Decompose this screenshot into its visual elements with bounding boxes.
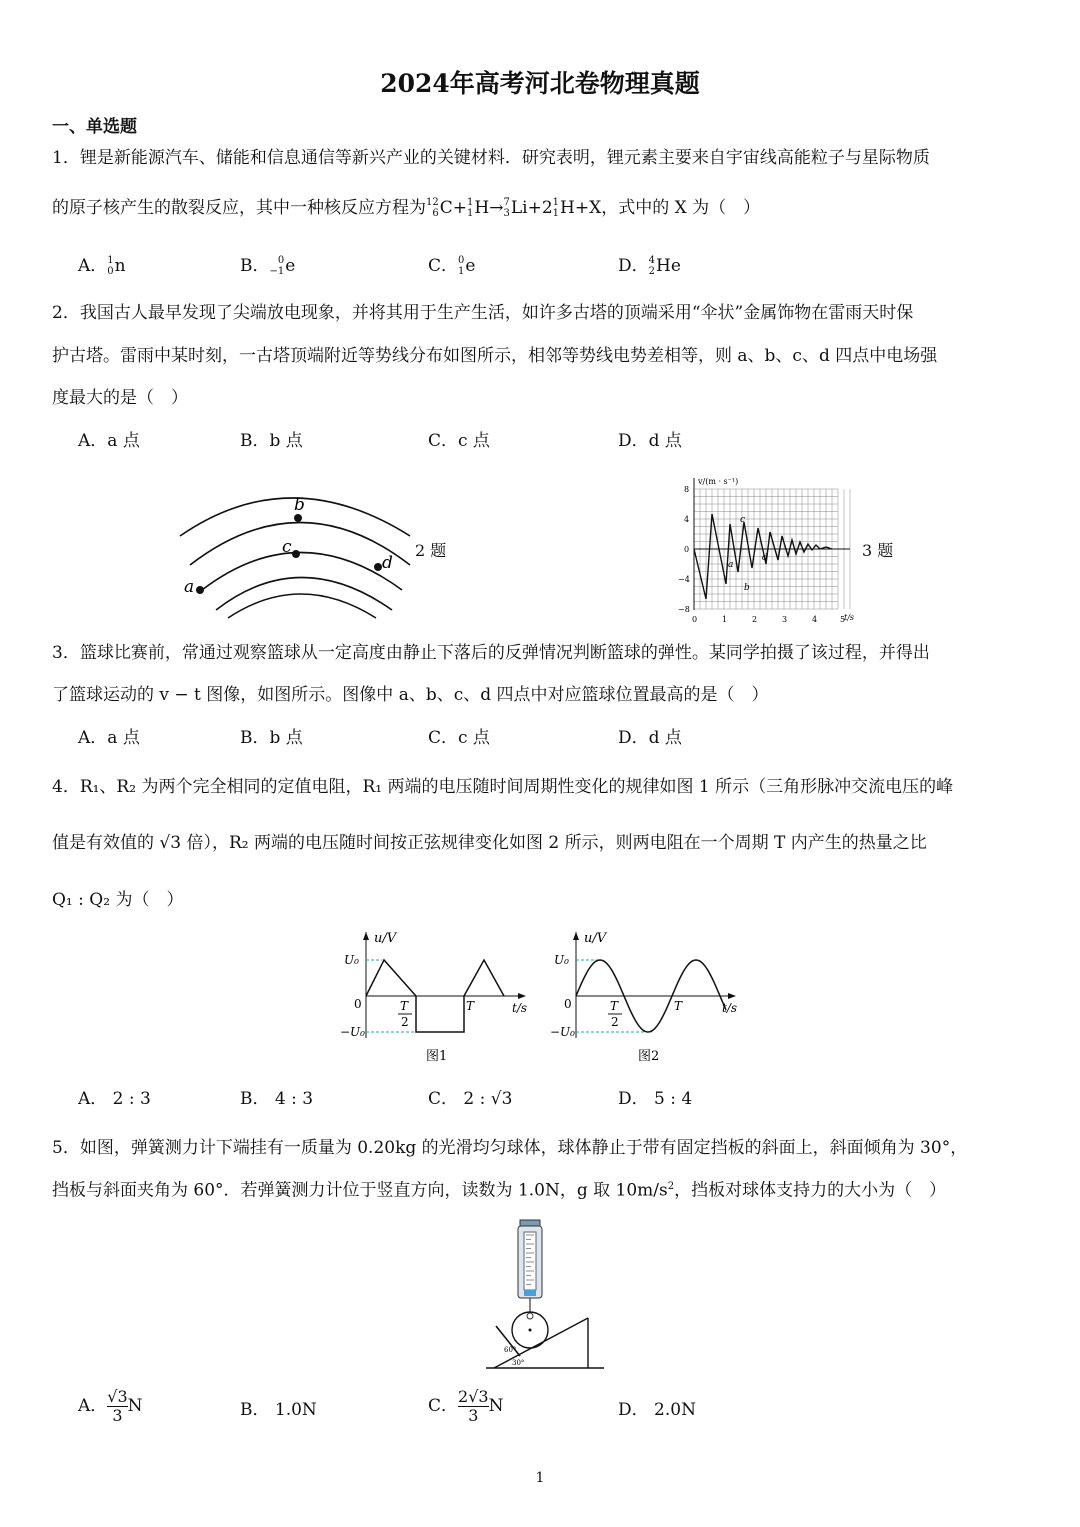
q5-line1: 5．如图，弹簧测力计下端挂有一质量为 0.20kg 的光滑均匀球体，球体静止于带有固定挡板的斜面上，斜面倾角为 30°，	[52, 1138, 968, 1158]
q5-option-d: D． 2.0N	[618, 1400, 696, 1420]
q3-line1: 3．篮球比赛前，常通过观察篮球从一定高度由静止下落后的反弹情况判断篮球的弹性。某同学拍摄了该过程，并得出	[52, 643, 930, 663]
q1-line1: 1．锂是新能源汽车、储能和信息通信等新兴产业的关键材料．研究表明，锂元素主要来自宇宙线高能粒子与星际物质	[52, 148, 930, 168]
q4-line2: 值是有效值的 √3 倍），R₂ 两端的电压随时间按正弦规律变化如图 2 所示，则两电阻在一个周期 T 内产生的热量之比	[52, 833, 927, 853]
q1-line2	[52, 198, 760, 219]
label-b: b	[294, 495, 305, 515]
q4-option-d: D． 5 : 4	[618, 1089, 693, 1109]
vt-graph	[672, 472, 862, 624]
q1-option-a: A． 1 0 n	[78, 255, 126, 277]
hook-ring	[527, 1313, 533, 1319]
fig1-neg-u0: −U₀	[340, 1025, 365, 1039]
label-a: a	[184, 577, 195, 597]
fig1-xlabel: t/s	[512, 1001, 528, 1015]
scale-window	[524, 1232, 536, 1290]
equipotential-line	[202, 553, 402, 591]
vt-ytick: −8	[678, 605, 690, 614]
label-d: d	[382, 553, 393, 573]
vt-xtick: 2	[752, 615, 758, 624]
fig1-t: T	[466, 999, 475, 1013]
section-heading: 一、单选题	[52, 117, 137, 137]
point-c	[292, 550, 300, 558]
fig2-half-t: T	[610, 999, 619, 1013]
scale-indicator	[524, 1290, 536, 1296]
arrow-icon	[518, 993, 526, 999]
label-c: c	[282, 537, 292, 557]
fig1-caption: 图1	[426, 1049, 448, 1064]
fig3-label: 3 题	[862, 541, 894, 560]
page-number: 1	[535, 1470, 545, 1486]
angle-60: 60°	[504, 1346, 517, 1354]
q3-option-b: B．b 点	[240, 728, 303, 748]
q1-line2-post: ，式中的 X 为（ ）	[601, 198, 761, 218]
q5-option-b: B． 1.0N	[240, 1400, 317, 1420]
fig2-label: 2 题	[415, 541, 447, 560]
vt-point-d: d	[762, 553, 768, 563]
vt-xtick: 3	[782, 615, 788, 624]
q5-option-a: A． $\frac{√3}{3}$ N	[78, 1387, 143, 1425]
q2-line2: 护古塔。雷雨中某时刻，一古塔顶端附近等势线分布如图所示，相邻等势线电势差相等，则 a、b、c、d 四点中电场强	[52, 346, 938, 366]
q4-option-a: A． 2 : 3	[78, 1089, 151, 1109]
fig2-neg-u0: −U₀	[550, 1025, 575, 1039]
spring-scale-figure	[476, 1218, 606, 1376]
sphere-center	[529, 1329, 532, 1332]
arrow-icon	[728, 993, 736, 999]
q1-option-d: D． 4 2 He	[618, 255, 681, 277]
fig2-u0: U₀	[554, 953, 569, 967]
q3-option-a: A．a 点	[78, 728, 140, 748]
point-d	[374, 563, 382, 571]
fig2-t: T	[674, 999, 683, 1013]
q4-option-b: B． 4 : 3	[240, 1089, 314, 1109]
fig1-two: 2	[401, 1015, 409, 1029]
voltage-fig2	[546, 928, 746, 1068]
q2-option-b: B．b 点	[240, 431, 303, 451]
fig1-half-t: T	[400, 999, 409, 1013]
q4-option-c: C． 2 : √3	[428, 1089, 513, 1109]
vt-xtick: 0	[692, 615, 698, 624]
q1-option-b: B． 0 −1 e	[240, 255, 296, 277]
q2-option-c: C．c 点	[428, 431, 490, 451]
vt-xlabel: t/s	[844, 613, 855, 622]
point-a	[196, 586, 204, 594]
vt-ytick: 8	[684, 485, 690, 494]
equipotential-line	[190, 523, 410, 566]
vt-ytick: 0	[684, 545, 690, 554]
q3-option-d: D．d 点	[618, 728, 682, 748]
fig1-u0: U₀	[344, 953, 359, 967]
q3-option-c: C．c 点	[428, 728, 490, 748]
vt-xtick: 1	[722, 615, 728, 624]
q2-option-a: A．a 点	[78, 431, 140, 451]
fig2-ylabel: u/V	[584, 931, 607, 946]
q1-line2-pre: 的原子核产生的散裂反应，其中一种核反应方程为	[52, 198, 426, 218]
vt-point-c: c	[740, 515, 746, 525]
fig2-two: 2	[611, 1015, 619, 1029]
arrow-icon	[363, 932, 369, 940]
q3-line2: 了篮球运动的 v − t 图像，如图所示。图像中 a、b、c、d 四点中对应篮球位置最高的是（ ）	[52, 685, 769, 705]
vt-ylabel: v/(m · s⁻¹)	[698, 477, 739, 486]
fig1-zero: 0	[354, 997, 362, 1011]
equipotential-line	[228, 594, 376, 618]
vt-ytick: −4	[678, 575, 690, 584]
voltage-fig1	[336, 928, 536, 1068]
vt-xtick: 4	[812, 615, 818, 624]
scale-hook-top	[520, 1220, 540, 1226]
point-b	[294, 514, 302, 522]
arrow-icon	[573, 932, 579, 940]
q5-option-c: C． $\frac{2√3}{3}$ N	[428, 1387, 504, 1425]
fig2-zero: 0	[564, 997, 572, 1011]
vt-xtick: 5	[840, 615, 846, 624]
fig1-ylabel: u/V	[374, 931, 397, 946]
vt-ytick: 4	[684, 515, 690, 524]
q1-option-c: C． 0 1 e	[428, 255, 476, 277]
q5-line2: 挡板与斜面夹角为 60°．若弹簧测力计位于竖直方向，读数为 1.0N，g 取 $10m/s^2$，挡板对球体支持力的大小为（ ）	[52, 1180, 947, 1201]
q2-option-d: D．d 点	[618, 431, 682, 451]
page-title: 2024年高考河北卷物理真题	[380, 69, 700, 98]
fig2-caption: 图2	[638, 1049, 660, 1064]
q2-line1: 2．我国古人最早发现了尖端放电现象，并将其用于生产生活，如许多古塔的顶端采用“伞状”金属饰物在雷雨天时保	[52, 303, 914, 323]
q4-line3: Q₁ : Q₂ 为（ ）	[52, 890, 184, 910]
vt-point-b: b	[744, 583, 750, 593]
q4-line1: 4．R₁、R₂ 为两个完全相同的定值电阻，R₁ 两端的电压随时间周期性变化的规律如图 1 所示（三角形脉冲交流电压的峰	[52, 777, 954, 797]
q2-line3: 度最大的是（ ）	[52, 388, 188, 408]
angle-30: 30°	[512, 1359, 525, 1367]
vt-point-a: a	[728, 560, 734, 570]
q1-equation: 12 6 C+ 1 1 H→ 7 3 Li+2 1 1 H+X	[426, 197, 602, 219]
incline	[494, 1318, 588, 1368]
fig2-xlabel: t/s	[722, 1001, 738, 1015]
